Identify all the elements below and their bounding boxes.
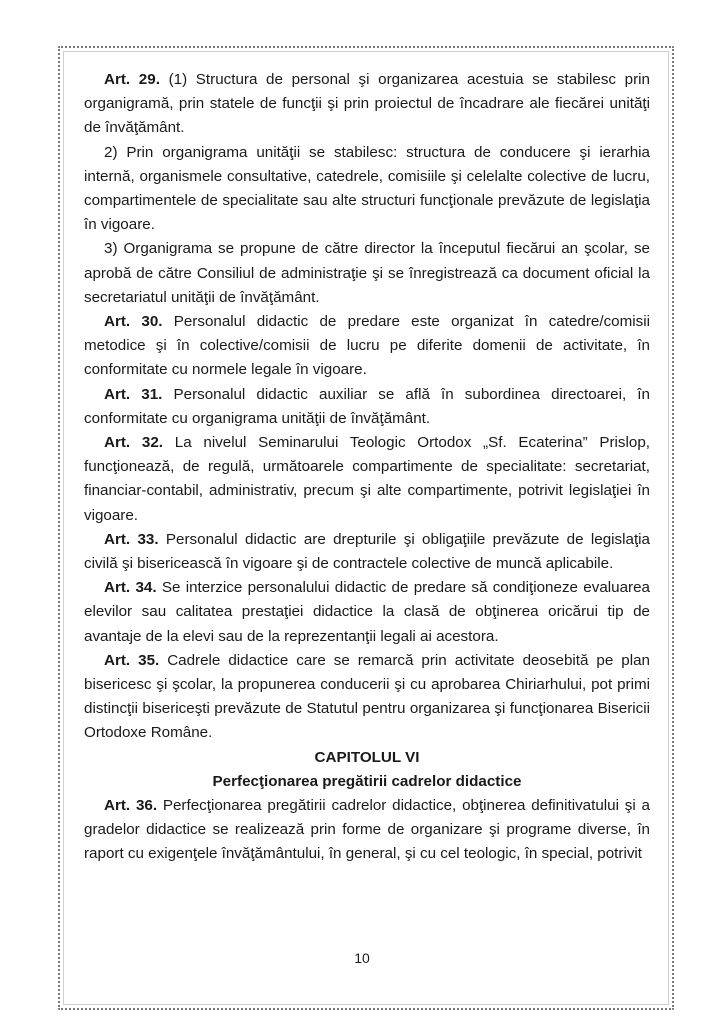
article-31-paragraph <box>84 383 650 431</box>
article-text: Personalul didactic are drepturile şi obligaţiile prevăzute de legislaţia civilă şi bisericească în vigoare şi de contractele colective de muncă aplicabile. <box>84 530 650 573</box>
article-text: Personalul didactic auxiliar se află în subordinea directoarei, în conformitate cu organigrama unităţii de învăţământ. <box>84 385 650 427</box>
chapter-number: CAPITOLUL VI <box>314 748 420 766</box>
article-label: Art. 32. <box>104 434 164 452</box>
article-label: Art. 33. <box>104 530 159 548</box>
article-30-paragraph <box>84 310 650 383</box>
article-36-paragraph <box>84 794 650 867</box>
article-text: Personalul didactic de predare este organizat în catedre/comisii metodice şi în colective/comisii de lucru pe diferite domenii de activitate, în conformitate cu normele legale în vigoare. <box>84 313 650 379</box>
article-label: Art. 35. <box>104 651 160 669</box>
article-text: 3) Organigrama se propune de către director la începutul fiecărui an şcolar, se aprobă de către Consiliul de administraţie şi se înregistrează ca document oficial la secretariatul unităţii de învăţământ. <box>84 240 650 306</box>
chapter-title: Perfecţionarea pregătirii cadrelor didactice <box>212 772 522 790</box>
article-text: Se interzice personalului didactic de predare să condiţioneze evaluarea elevilor sau calitatea prestaţiei didactice la clasă de obţinerea oricărui tip de avantaje de la elevi sau de la reprezentanţii legali ai acestora. <box>84 579 650 645</box>
article-35-paragraph <box>84 649 650 746</box>
article-label: Art. 34. <box>104 579 157 597</box>
article-32-paragraph <box>84 431 650 528</box>
article-label: Art. 31. <box>104 385 163 403</box>
article-text: Perfecţionarea pregătirii cadrelor didactice, obţinerea definitivatului şi a gradelor didactice se realizează prin forme de organizare şi programe diverse, în raport cu exigenţele învăţământului, în general, şi cu cel teologic, în special, potrivit <box>84 796 650 863</box>
article-text: 2) Prin organigrama unităţii se stabilesc: structura de conducere şi ierarhia internă, organismele consultative, catedrele, comisiile şi celelalte colective de lucru, compartimentele de specialitate sau alte structuri funcţionale prevăzute de legislaţia în vigoare. <box>84 143 650 234</box>
article-text: Cadrele didactice care se remarcă prin activitate deosebită pe plan bisericesc şi şcolar, la propunerea conducerii şi cu aprobarea Chiriarhului, pot primi distincţii bisericeşti prevăzute de Statutul pentru organizarea şi funcţionarea Bisericii Ortodoxe Române. <box>84 651 650 742</box>
article-33-paragraph <box>84 528 650 576</box>
article-text: La nivelul Seminarului Teologic Ortodox „Sf. Ecaterina” Prislop, funcţionează, de regulă, următoarele compartimente de specialitate: secretariat, financiar-contabil, administrativ, precum şi alte compartimente, potrivit legislaţiei în vigoare. <box>84 434 650 524</box>
article-label: Art. 36. <box>104 796 158 814</box>
document-body <box>84 68 650 866</box>
page-number: 10 <box>354 950 370 966</box>
article-34-paragraph <box>84 576 650 649</box>
article-29-item-3 <box>84 237 650 310</box>
article-label: Art. 30. <box>104 313 163 331</box>
article-text: (1) Structura de personal şi organizarea acestuia se stabilesc prin organigramă, prin statele de funcţii şi prin proiectul de încadrare ale fiecărei unităţi de învăţământ. <box>84 71 650 137</box>
article-label: Art. 29. <box>104 71 160 88</box>
article-29-paragraph <box>84 68 650 141</box>
article-29-item-2 <box>84 141 650 238</box>
